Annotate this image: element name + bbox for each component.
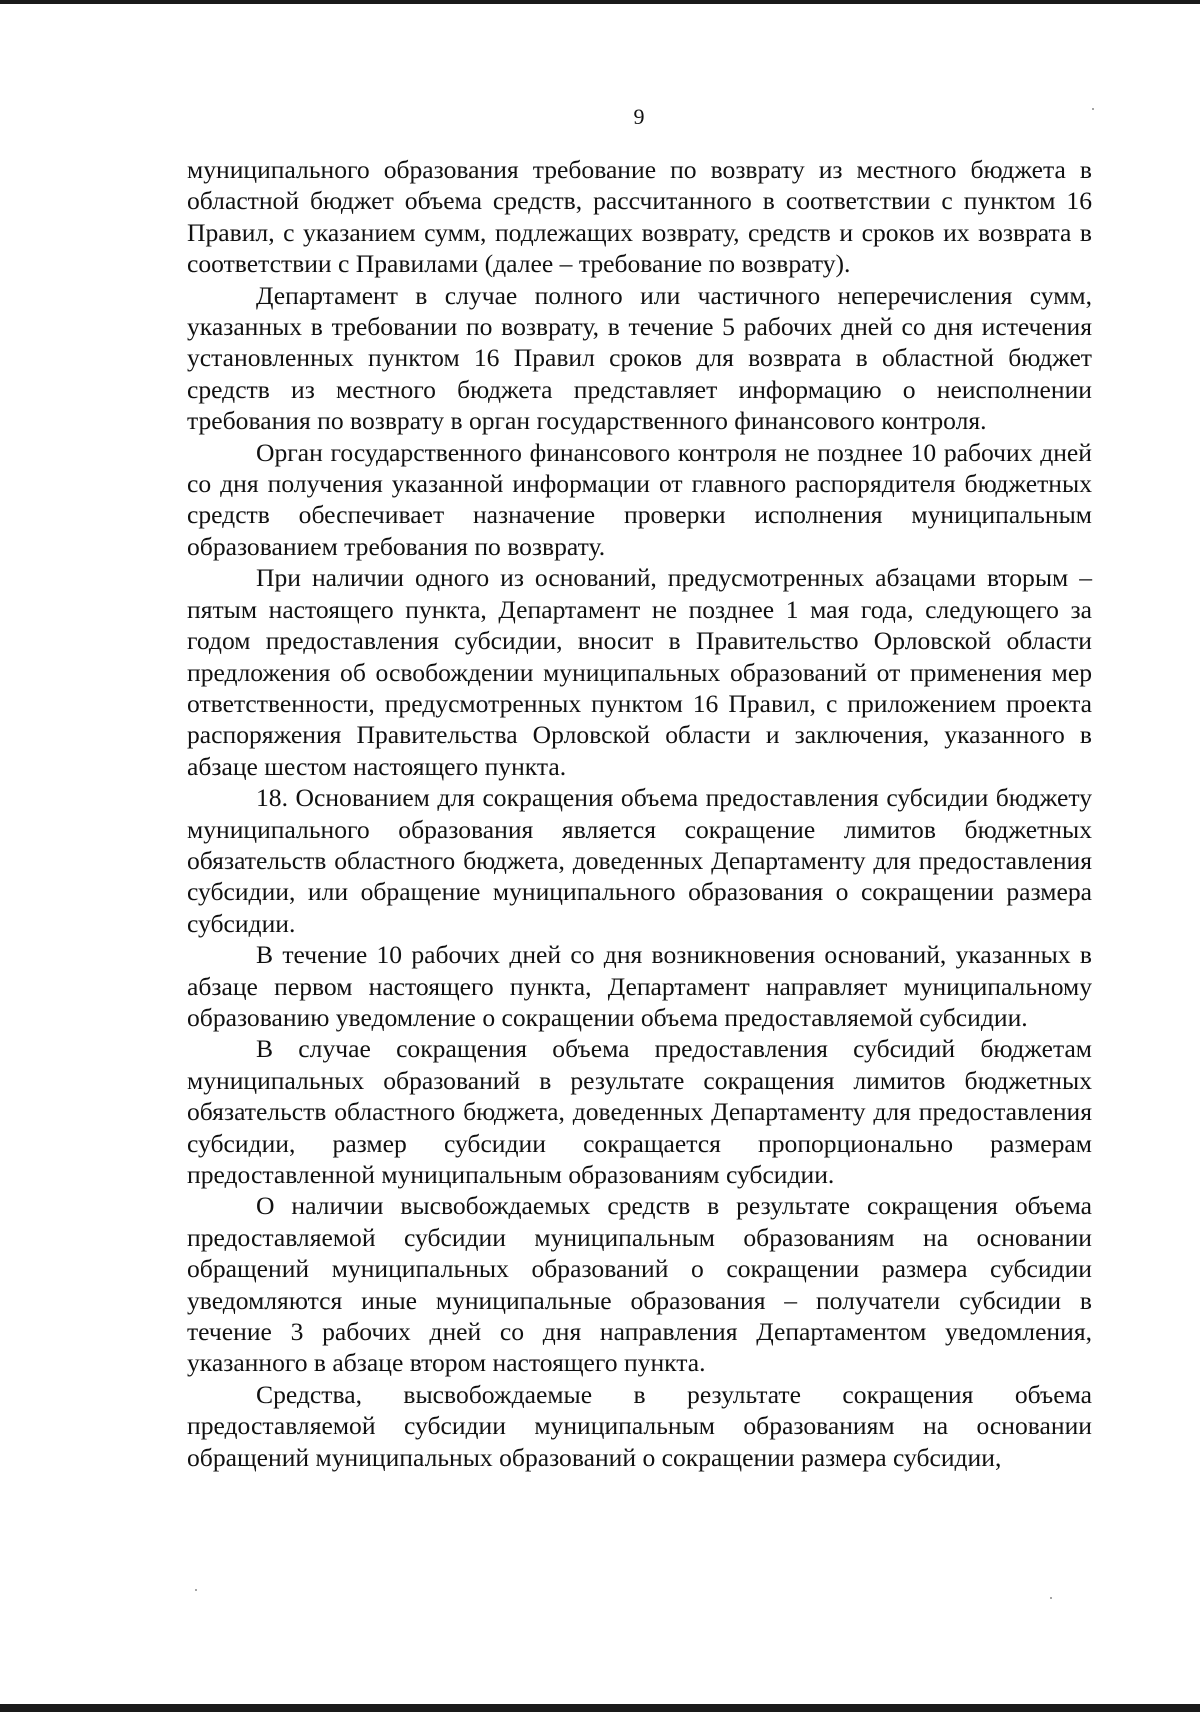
- paragraph-notification: В течение 10 рабочих дней со дня возникновения оснований, указанных в абзаце первом настоящего пункта, Департамент направляет муниципальному образованию уведомление о сокращении объема предоставляемой субсидии.: [187, 940, 1092, 1032]
- paragraph-department-info: Департамент в случае полного или частичного неперечисления сумм, указанных в требовании по возврату, в течение 5 рабочих дней со дня истечения установленных пунктом 16 Правил сроков для возврата в областной бюджет средств из местного бюджета представляет информацию о неисполнении требования по возврату в орган государственного финансового контроля.: [187, 280, 1092, 436]
- paragraph-proportional-reduction: В случае сокращения объема предоставления субсидий бюджетам муниципальных образований в результате сокращения лимитов бюджетных обязательств областного бюджета, доведенных Департаменту для предоставления субсидии, размер субсидии сокращается пропорционально размерам предоставленной муниципальным образованиям субсидии.: [187, 1034, 1092, 1189]
- scan-border-top: [0, 0, 1200, 4]
- scan-speck: [1050, 1597, 1052, 1599]
- scan-speck: [1092, 108, 1094, 110]
- paragraph-exemption: При наличии одного из оснований, предусмотренных абзацами вторым – пятым настоящего пункта, Департамент не позднее 1 мая года, следующего за годом предоставления субсидии, вносит в Правительство Орловской области предложения об освобождении муниципальных образований от применения мер ответственности, предусмотренных пунктом 16 Правил, с приложением проекта распоряжения Правительства Орловской области и заключения, указанного в абзаце шестом настоящего пункта.: [187, 563, 1092, 781]
- scan-border-bottom: [0, 1704, 1200, 1712]
- paragraph-funds-continued: Средства, высвобождаемые в результате сокращения объема предоставляемой субсидии муниципальным образованиям на основании обращений муниципальных образований о сокращении размера субсидии,: [187, 1379, 1092, 1472]
- page-number: 9: [633, 104, 645, 129]
- paragraph-clause-18: 18. Основанием для сокращения объема предоставления субсидии бюджету муниципального образования является сокращение лимитов бюджетных обязательств областного бюджета, доведенных Департаменту для предоставления субсидии, или обращение муниципального образования о сокращении размера субсидии.: [187, 783, 1092, 938]
- paragraph-continuation: муниципального образования требование по возврату из местного бюджета в областной бюджет объема средств, рассчитанного в соответствии с пунктом 16 Правил, с указанием сумм, подлежащих возврату, средств и сроков их возврата в соответствии с Правилами (далее – требование по возврату).: [187, 155, 1092, 279]
- document-body: [187, 154, 1092, 1473]
- paragraph-released-funds: О наличии высвобождаемых средств в результате сокращения объема предоставляемой субсидии муниципальным образованиям на основании обращений муниципальных образований о сокращении размера субсидии уведомляются иные муниципальные образования – получатели субсидии в течение 3 рабочих дней со дня направления Департаментом уведомления, указанного в абзаце втором настоящего пункта.: [187, 1191, 1092, 1378]
- paragraph-control-body: Орган государственного финансового контроля не позднее 10 рабочих дней со дня получения указанной информации от главного распорядителя бюджетных средств обеспечивает назначение проверки исполнения муниципальным образованием требования по возврату.: [187, 437, 1092, 561]
- scan-speck: [195, 1589, 197, 1591]
